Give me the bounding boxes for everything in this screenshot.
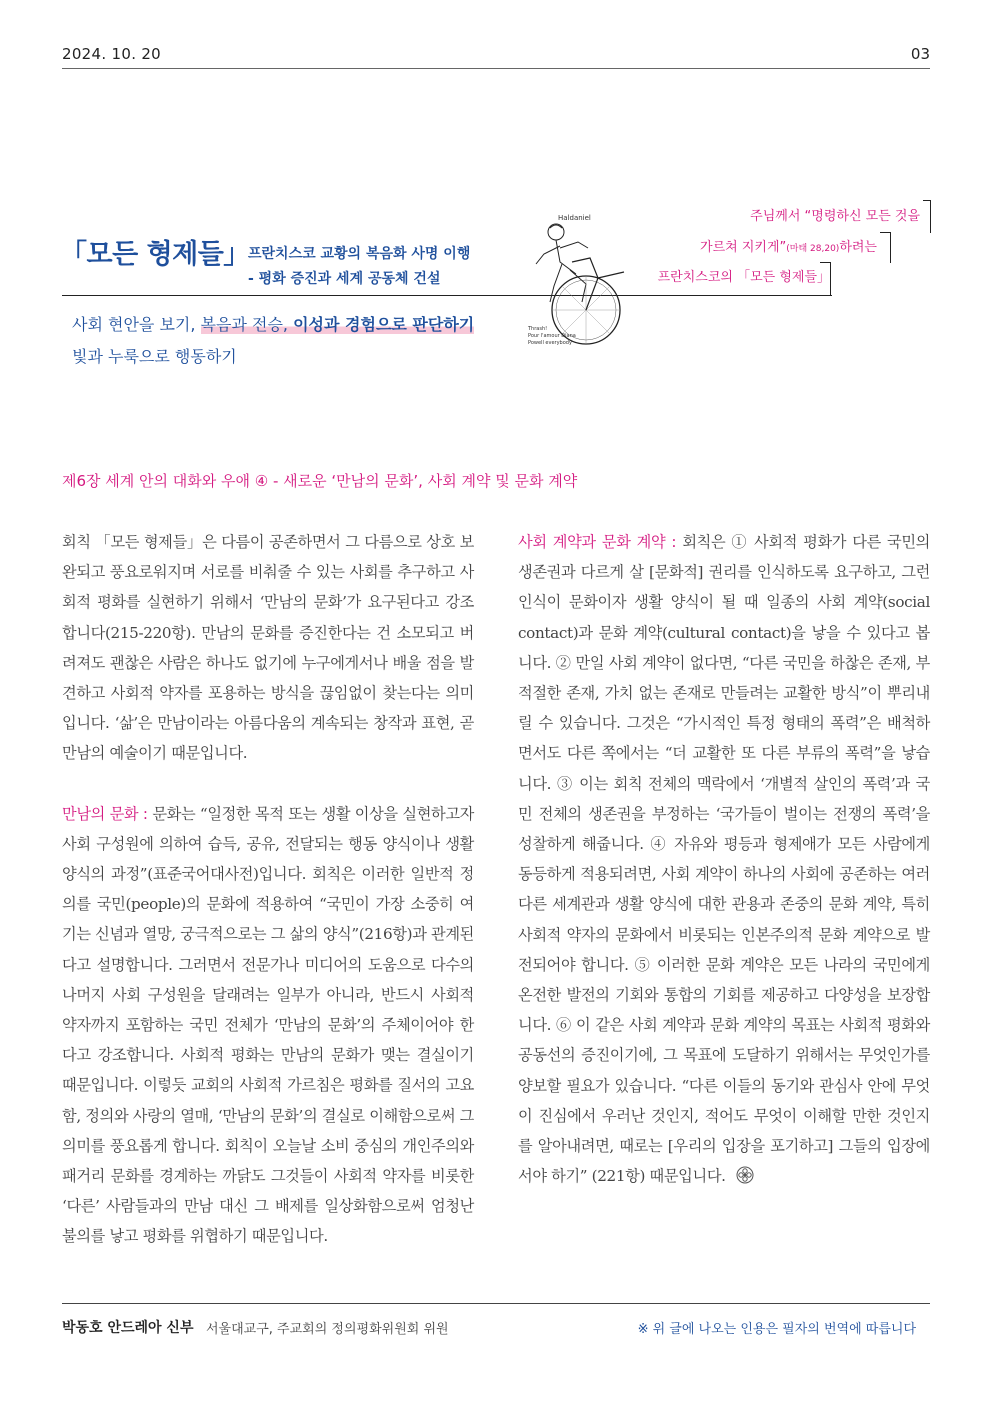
page-number: 03 <box>910 45 930 63</box>
subtitle-line-2: - 평화 증진과 세계 공동체 건설 <box>248 271 441 287</box>
flower-icon <box>736 1166 754 1184</box>
quote-line-2: 가르쳐 지키게”(마태 28,20)하려는 <box>700 240 877 255</box>
illustration-caption: Haldaniel <box>558 214 591 222</box>
chapter-heading: 제6장 세계 안의 대화와 우애 ④ - 새로운 ‘만남의 문화’, 사회 계약 및 문화 계약 <box>62 472 578 490</box>
article-paragraph: 회칙 「모든 형제들」은 다름이 공존하면서 그 다름으로 상호 보완되고 풍요로워지며 서로를 비춰줄 수 있는 사회를 추구하고 사회적 평화를 실현하기 위해서 ‘만남의 문화’가 요구된다고 강조합니다(215-220항). 만남의 문화를 증진한다는 건 소모되고 버려져도 괜찮은 사람은 하나도 없기에 누구에게서나 배울 점을 발견하고 사회적 약자를 포용하는 방식을 끊임없이 찾는다는 의미입니다. ‘삶’은 만남이라는 아름다움의 계속되는 창작과 표현, 곧 만남의 예술이기 때문입니다. <box>62 533 474 763</box>
article-paragraph: 만남의 문화 : 문화는 “일정한 목적 또는 생활 이상을 실현하고자 사회 구성원에 의하여 습득, 공유, 전달되는 행동 양식이나 생활 양식의 과정”(표준국어대사전)입니다. 회칙은 이러한 일반적 정의를 국민(people)의 문화에 적용하여 “국민이 가장 소중히 여기는 신념과 열망, 궁극적으로는 그 삶의 양식”(216항)과 관계된다고 설명합니다. 그러면서 전문가나 미디어의 도움으로 다수의 나머지 사회 구성원을 달래려는 일부가 아니라, 반드시 사회적 약자까지 포함하는 국민 전체가 ‘만남의 문화’의 주체이어야 한다고 강조합니다. 사회적 평화는 만남의 문화가 맺는 결실이기 때문입니다. 이렇듯 교회의 사회적 가르침은 평화를 질서의 고요함, 정의와 사랑의 열매, ‘만남의 문화’의 결실로 이해함으로써 그 의미를 풍요롭게 합니다. 회칙이 오늘날 소비 중심의 개인주의와 패거리 문화를 경계하는 까닭도 그것들이 사회적 약자를 비롯한 ‘다른’ 사람들과의 만남 대신 그 배제를 일상화함으로써 엄청난 불의를 낳고 평화를 위협하기 때문입니다. <box>62 804 475 1246</box>
illustration-note-1: Thrash! <box>528 326 548 332</box>
quote-line-1: 주님께서 “명령하신 모든 것을 <box>750 209 920 224</box>
title-divider <box>62 295 832 296</box>
bicycle-illustration <box>526 202 638 350</box>
illustration-note-2: Pour l'amour Diana <box>528 333 576 339</box>
article-paragraph: 사회 계약과 문화 계약 : 회칙은 ① 사회적 평화가 다른 국민의 생존권과 다르게 살 [문화적] 권리를 인식하도록 요구하고, 그런 인식이 문화이자 생활 양식이 될 때 일종의 사회 계약(social contact)과 문화 계약(cultural contact)을 낳을 수 있다고 봅니다. ② 만일 사회 계약이 없다면, “다른 국민을 하찮은 존재, 부적절한 존재, 가치 없는 존재로 만들려는 교활한 방식”이 뿌리내릴 수 있습니다. 그것은 “가시적인 특정 형태의 폭력”은 배척하면서도 다른 쪽에서는 “더 교활한 또 다른 부류의 폭력”을 낳습니다. ③ 이는 회칙 전체의 맥락에서 ‘개별적 살인의 폭력’과 국민 전체의 생존권을 부정하는 ‘국가들이 벌이는 전쟁의 폭력’을 성찰하게 해줍니다. ④ 자유와 평등과 형제애가 모든 사람에게 동등하게 적용되려면, 사회 계약이 하나의 사회에 공존하는 여러 다른 세계관과 생활 양식에 대한 관용과 존중의 문화 계약, 특히 사회적 약자의 문화에서 비롯되는 인본주의적 문화 계약으로 발전되어야 합니다. ⑤ 이러한 문화 계약은 모든 나라의 국민에게 온전한 발전의 기회와 통합의 기회를 제공하고 다양성을 보장합니다. ⑥ 이 같은 사회 계약과 문화 계약의 목표는 사회적 평화와 공동선의 증진이기에, 그 목표에 도달하기 위해서는 무엇인가를 양보할 필요가 있습니다. “다른 이들의 동기와 관심사 안에 무엇이 진심에서 우러난 것인지, 적어도 무엇이 이해할 만한 것인지를 알아내려면, 때로는 [우리의 입장을 포기하고] 그들의 입장에 서야 하기” (221항) 때문입니다. <box>518 533 930 1186</box>
article-right-column <box>518 527 930 1191</box>
translation-note: ※ 위 글에 나오는 인용은 필자의 번역에 따릅니다 <box>637 1322 916 1337</box>
section-lead: 사회 계약과 문화 계약 : <box>518 533 683 551</box>
guide-line-1: 사회 현안을 보기, 복음과 전승, 이성과 경험으로 판단하기 <box>72 315 475 334</box>
author-name: 박동호 안드레아 신부 <box>62 1320 194 1336</box>
footer-divider <box>62 1303 930 1304</box>
stair-step-2 <box>880 232 891 263</box>
header-divider <box>62 68 930 69</box>
guide-line-2: 빛과 누룩으로 행동하기 <box>72 347 237 366</box>
stair-step-3 <box>923 200 931 233</box>
section-lead: 만남의 문화 : <box>62 804 153 823</box>
issue-date: 2024. 10. 20 <box>62 45 162 63</box>
quote-line-3: 프란치스코의 「모든 형제들」 <box>657 270 830 285</box>
illustration-note-3: Powell everybody <box>528 340 572 346</box>
series-title: 「모든 형제들」 <box>60 239 250 270</box>
article-left-column <box>62 527 474 1252</box>
author-role: 서울대교구, 주교회의 정의평화위원회 위원 <box>206 1322 449 1337</box>
subtitle-line-1: 프란치스코 교황의 복음화 사명 이행 <box>248 246 471 262</box>
